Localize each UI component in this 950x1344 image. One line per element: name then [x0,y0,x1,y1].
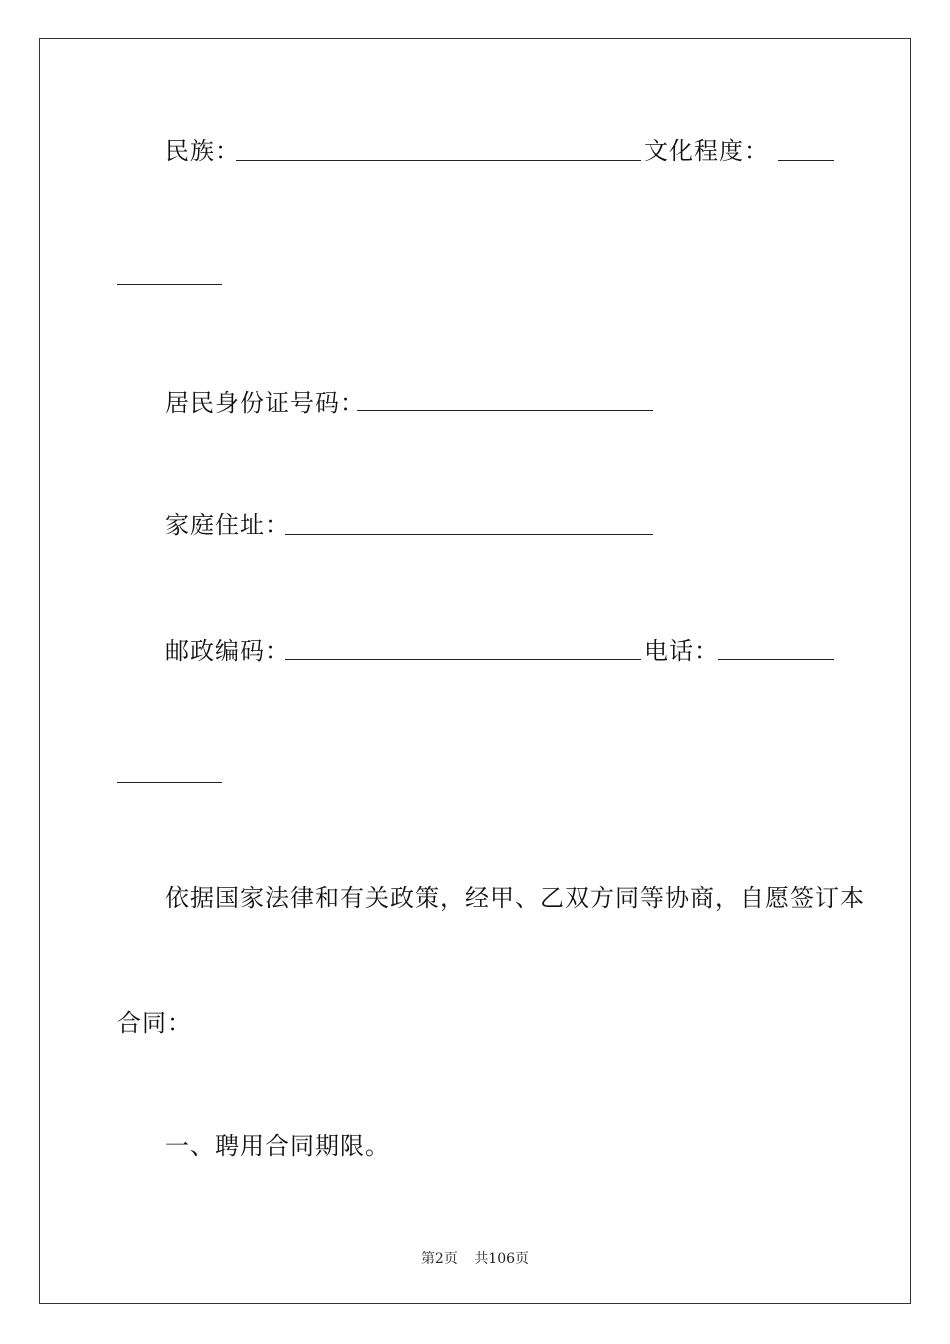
ethnicity-label: 民族： [165,137,240,165]
section-heading-term: 一、聘用合同期限。 [165,1132,390,1160]
phone-field-continued[interactable] [117,782,222,783]
address-field[interactable] [285,534,653,535]
education-label: 文化程度： [644,137,769,165]
postal-code-label: 邮政编码： [165,637,290,665]
ethnicity-field[interactable] [236,160,641,161]
education-field[interactable] [778,160,834,161]
address-label: 家庭住址： [165,511,290,539]
page-footer [0,1248,950,1268]
phone-label: 电话： [644,637,719,665]
id-number-label: 居民身份证号码： [165,389,365,417]
postal-code-field[interactable] [285,659,641,660]
page-number: 第2页 [420,1251,458,1267]
phone-field[interactable] [718,659,834,660]
page-border [39,38,911,1304]
total-pages: 共106页 [474,1251,530,1267]
paragraph-line-2: 合同： [117,1009,192,1037]
education-field-continued[interactable] [117,284,222,285]
paragraph-line-1: 依据国家法律和有关政策，经甲、乙双方同等协商，自愿签订本 [165,884,865,912]
id-number-field[interactable] [357,410,653,411]
